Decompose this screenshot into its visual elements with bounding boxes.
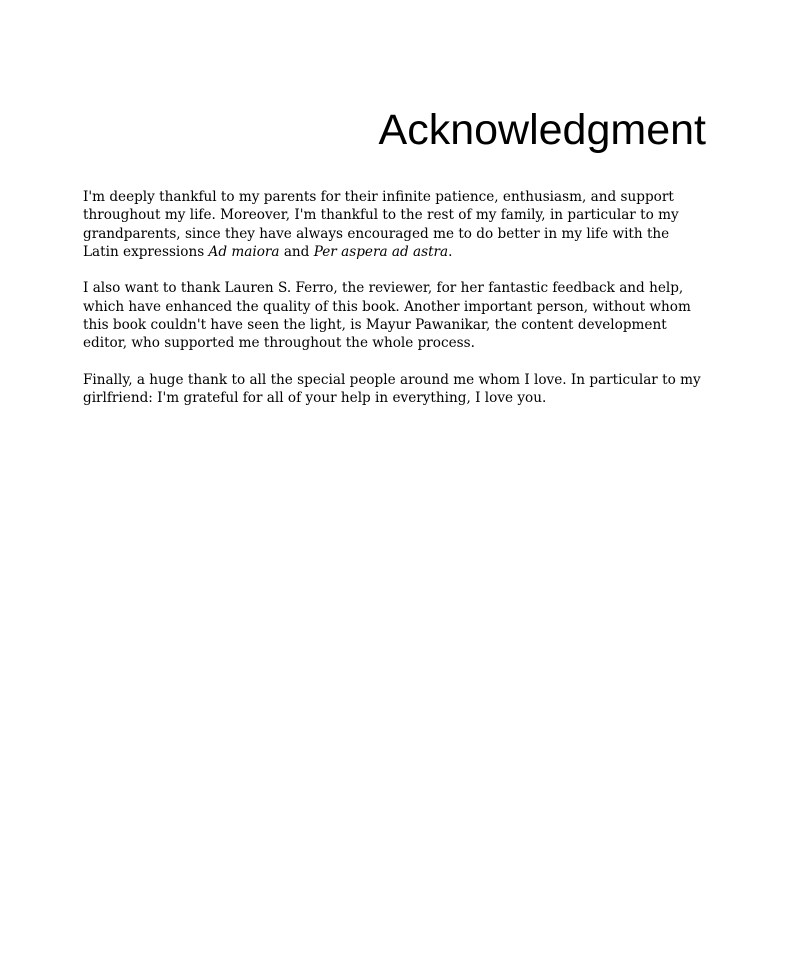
paragraph-family-connector: and xyxy=(279,243,314,260)
page-title: Acknowledgment xyxy=(378,106,706,154)
paragraph-special-people: Finally, a huge thank to all the special people around me whom I love. In particular to my girlfriend: I'm grateful for all of your help in everything, I love you. xyxy=(83,371,701,407)
paragraph-reviewers: I also want to thank Lauren S. Ferro, the reviewer, for her fantastic feedback and help, which have enhanced the quality of this book. Another important person, without whom this book couldn't have seen the light, is Mayur Pawanikar, the content development editor, who supported me throughout the whole process. xyxy=(83,280,691,352)
latin-expression-per-aspera: Per aspera ad astra xyxy=(313,243,449,260)
acknowledgment-body xyxy=(83,188,709,426)
paragraph-family-period: . xyxy=(448,243,453,260)
paragraph-family xyxy=(83,188,709,261)
latin-expression-ad-maiora: Ad maiora xyxy=(208,243,280,260)
paragraph-family-text: I'm deeply thankful to my parents for their infinite patience, enthusiasm, and support throughout my life. Moreover, I'm thankful to the rest of my family, in particular to my grandparents, since they have always encouraged me to do better in my life with the Latin expressions xyxy=(83,189,679,260)
